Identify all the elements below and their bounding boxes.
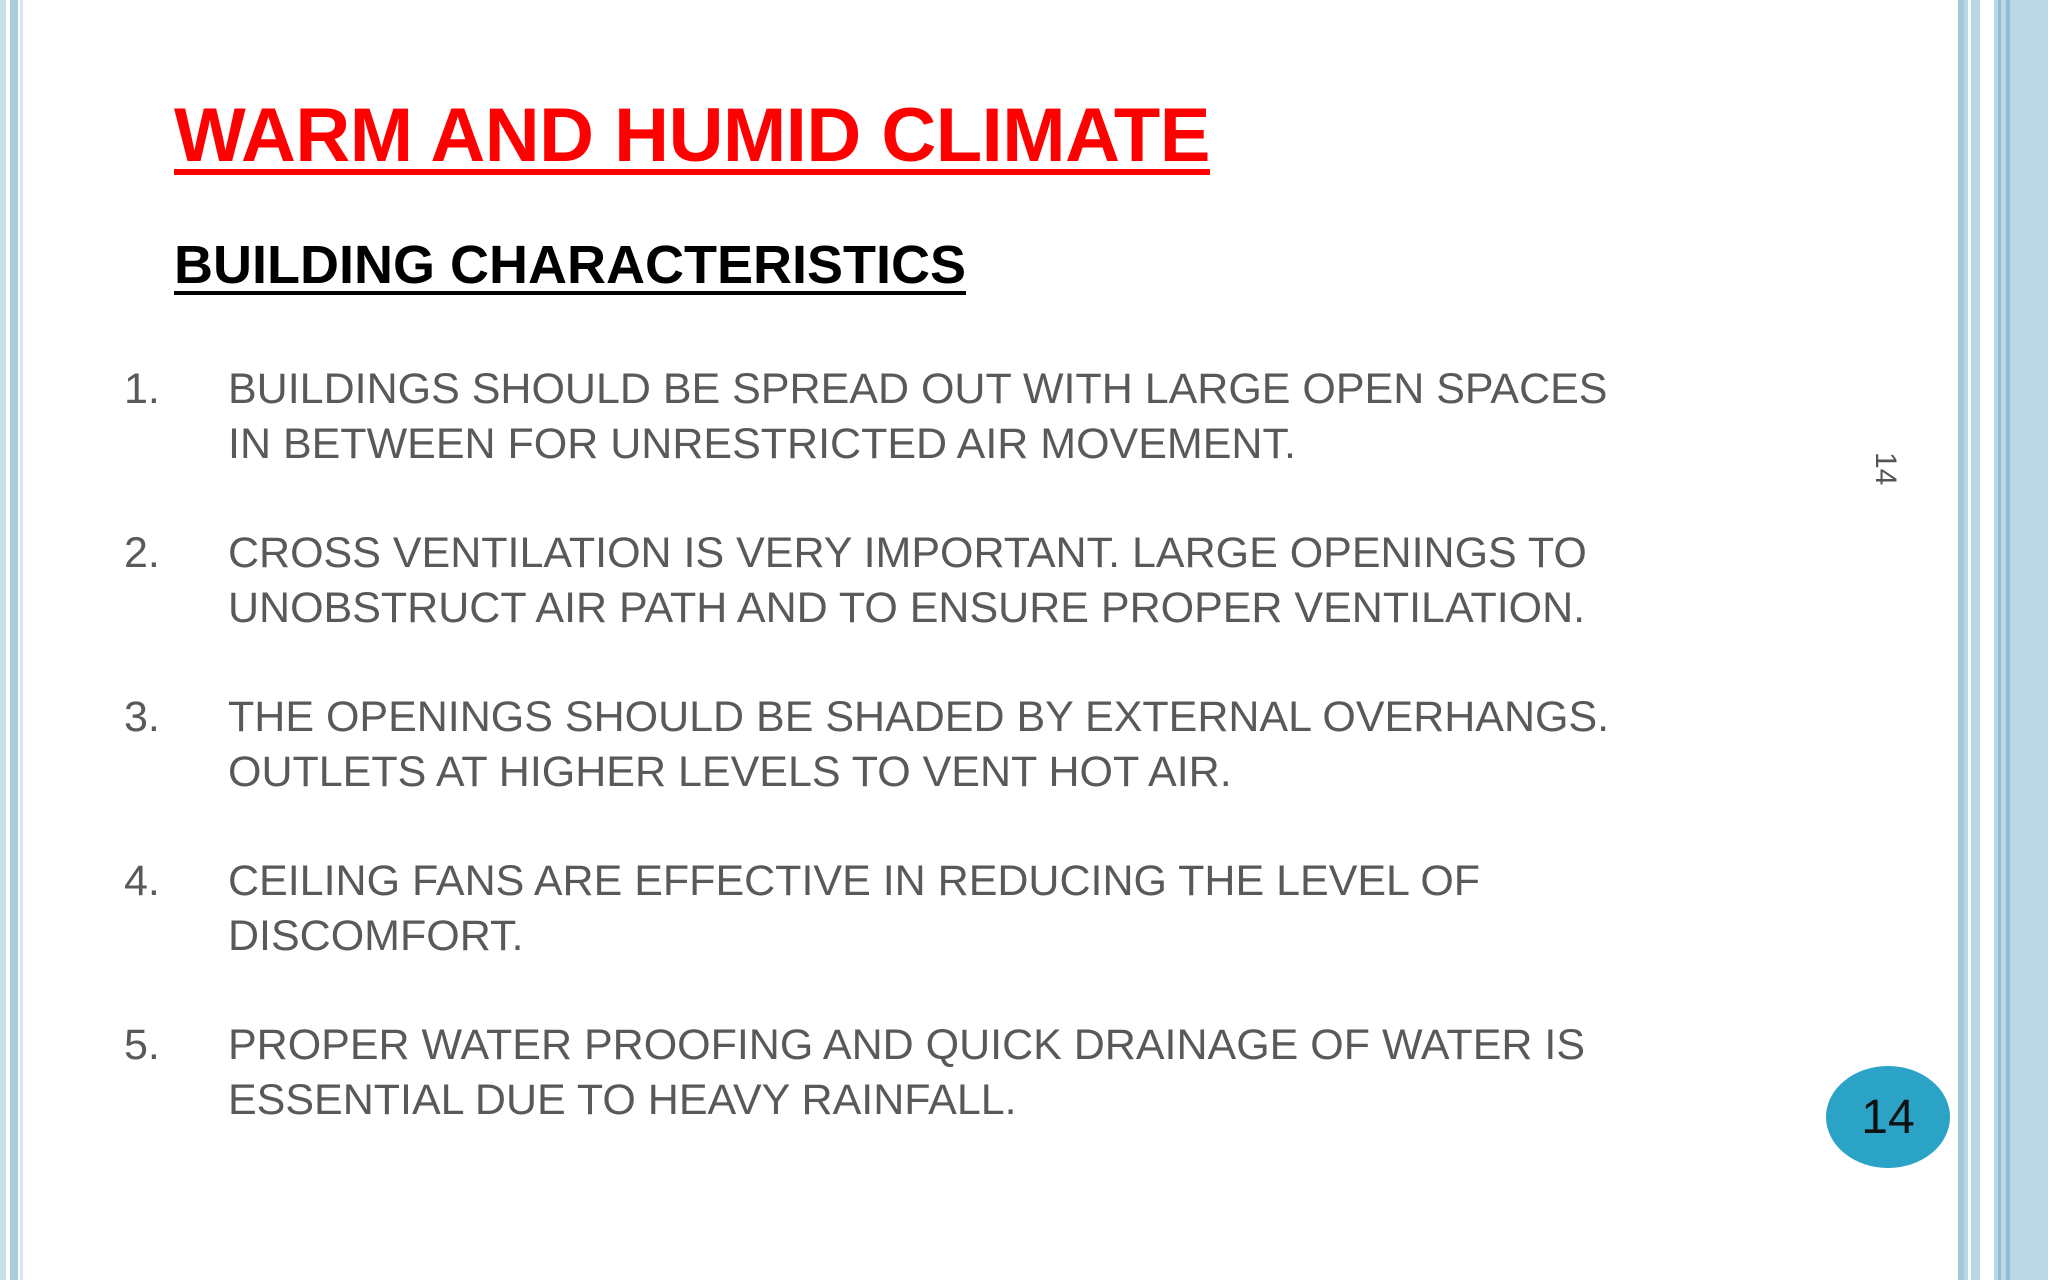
- list-item-text: DISCOMFORT.: [228, 912, 524, 960]
- list-item-number: 5.: [124, 1021, 160, 1069]
- list-item: [124, 854, 1764, 964]
- list-item-text: CEILING FANS ARE EFFECTIVE IN REDUCING THE LEVEL OF: [228, 857, 1481, 905]
- left-border-stripe: [20, 0, 23, 1280]
- right-border-line: [2006, 0, 2010, 1280]
- right-border-line: [1998, 0, 2001, 1280]
- characteristics-list: [124, 362, 1764, 1182]
- list-item-text: ESSENTIAL DUE TO HEAVY RAINFALL.: [228, 1076, 1017, 1124]
- list-item-number: 1.: [124, 365, 160, 413]
- right-border-line: [1980, 0, 1994, 1280]
- slide-subtitle: BUILDING CHARACTERISTICS: [174, 235, 966, 295]
- list-item: [124, 526, 1764, 636]
- list-item: [124, 690, 1764, 800]
- left-border-stripe: [0, 0, 6, 1280]
- list-item-text: IN BETWEEN FOR UNRESTRICTED AIR MOVEMENT.: [228, 420, 1296, 468]
- page-number-badge-label: 14: [1861, 1090, 1915, 1144]
- slide-title: WARM AND HUMID CLIMATE: [174, 93, 1210, 178]
- list-item-text: BUILDINGS SHOULD BE SPREAD OUT WITH LARGE OPEN SPACES: [228, 365, 1608, 413]
- list-item-number: 2.: [124, 529, 160, 577]
- right-border-band: [1958, 0, 2048, 1280]
- list-item: [124, 362, 1764, 472]
- list-item-number: 4.: [124, 857, 160, 905]
- list-item-text: OUTLETS AT HIGHER LEVELS TO VENT HOT AIR.: [228, 748, 1232, 796]
- list-item-text: PROPER WATER PROOFING AND QUICK DRAINAGE OF WATER IS: [228, 1021, 1585, 1069]
- list-item-text: CROSS VENTILATION IS VERY IMPORTANT. LARGE OPENINGS TO: [228, 529, 1587, 577]
- list-item-number: 3.: [124, 693, 160, 741]
- right-border-line: [1968, 0, 1971, 1280]
- page-number-badge: [1826, 1066, 1950, 1168]
- list-item-text: UNOBSTRUCT AIR PATH AND TO ENSURE PROPER VENTILATION.: [228, 584, 1586, 632]
- list-item-text: THE OPENINGS SHOULD BE SHADED BY EXTERNAL OVERHANGS.: [228, 693, 1610, 741]
- right-border-line: [1958, 0, 1964, 1280]
- vertical-page-number: 14: [1869, 452, 1902, 486]
- left-border-stripe: [10, 0, 18, 1280]
- list-item: [124, 1018, 1764, 1128]
